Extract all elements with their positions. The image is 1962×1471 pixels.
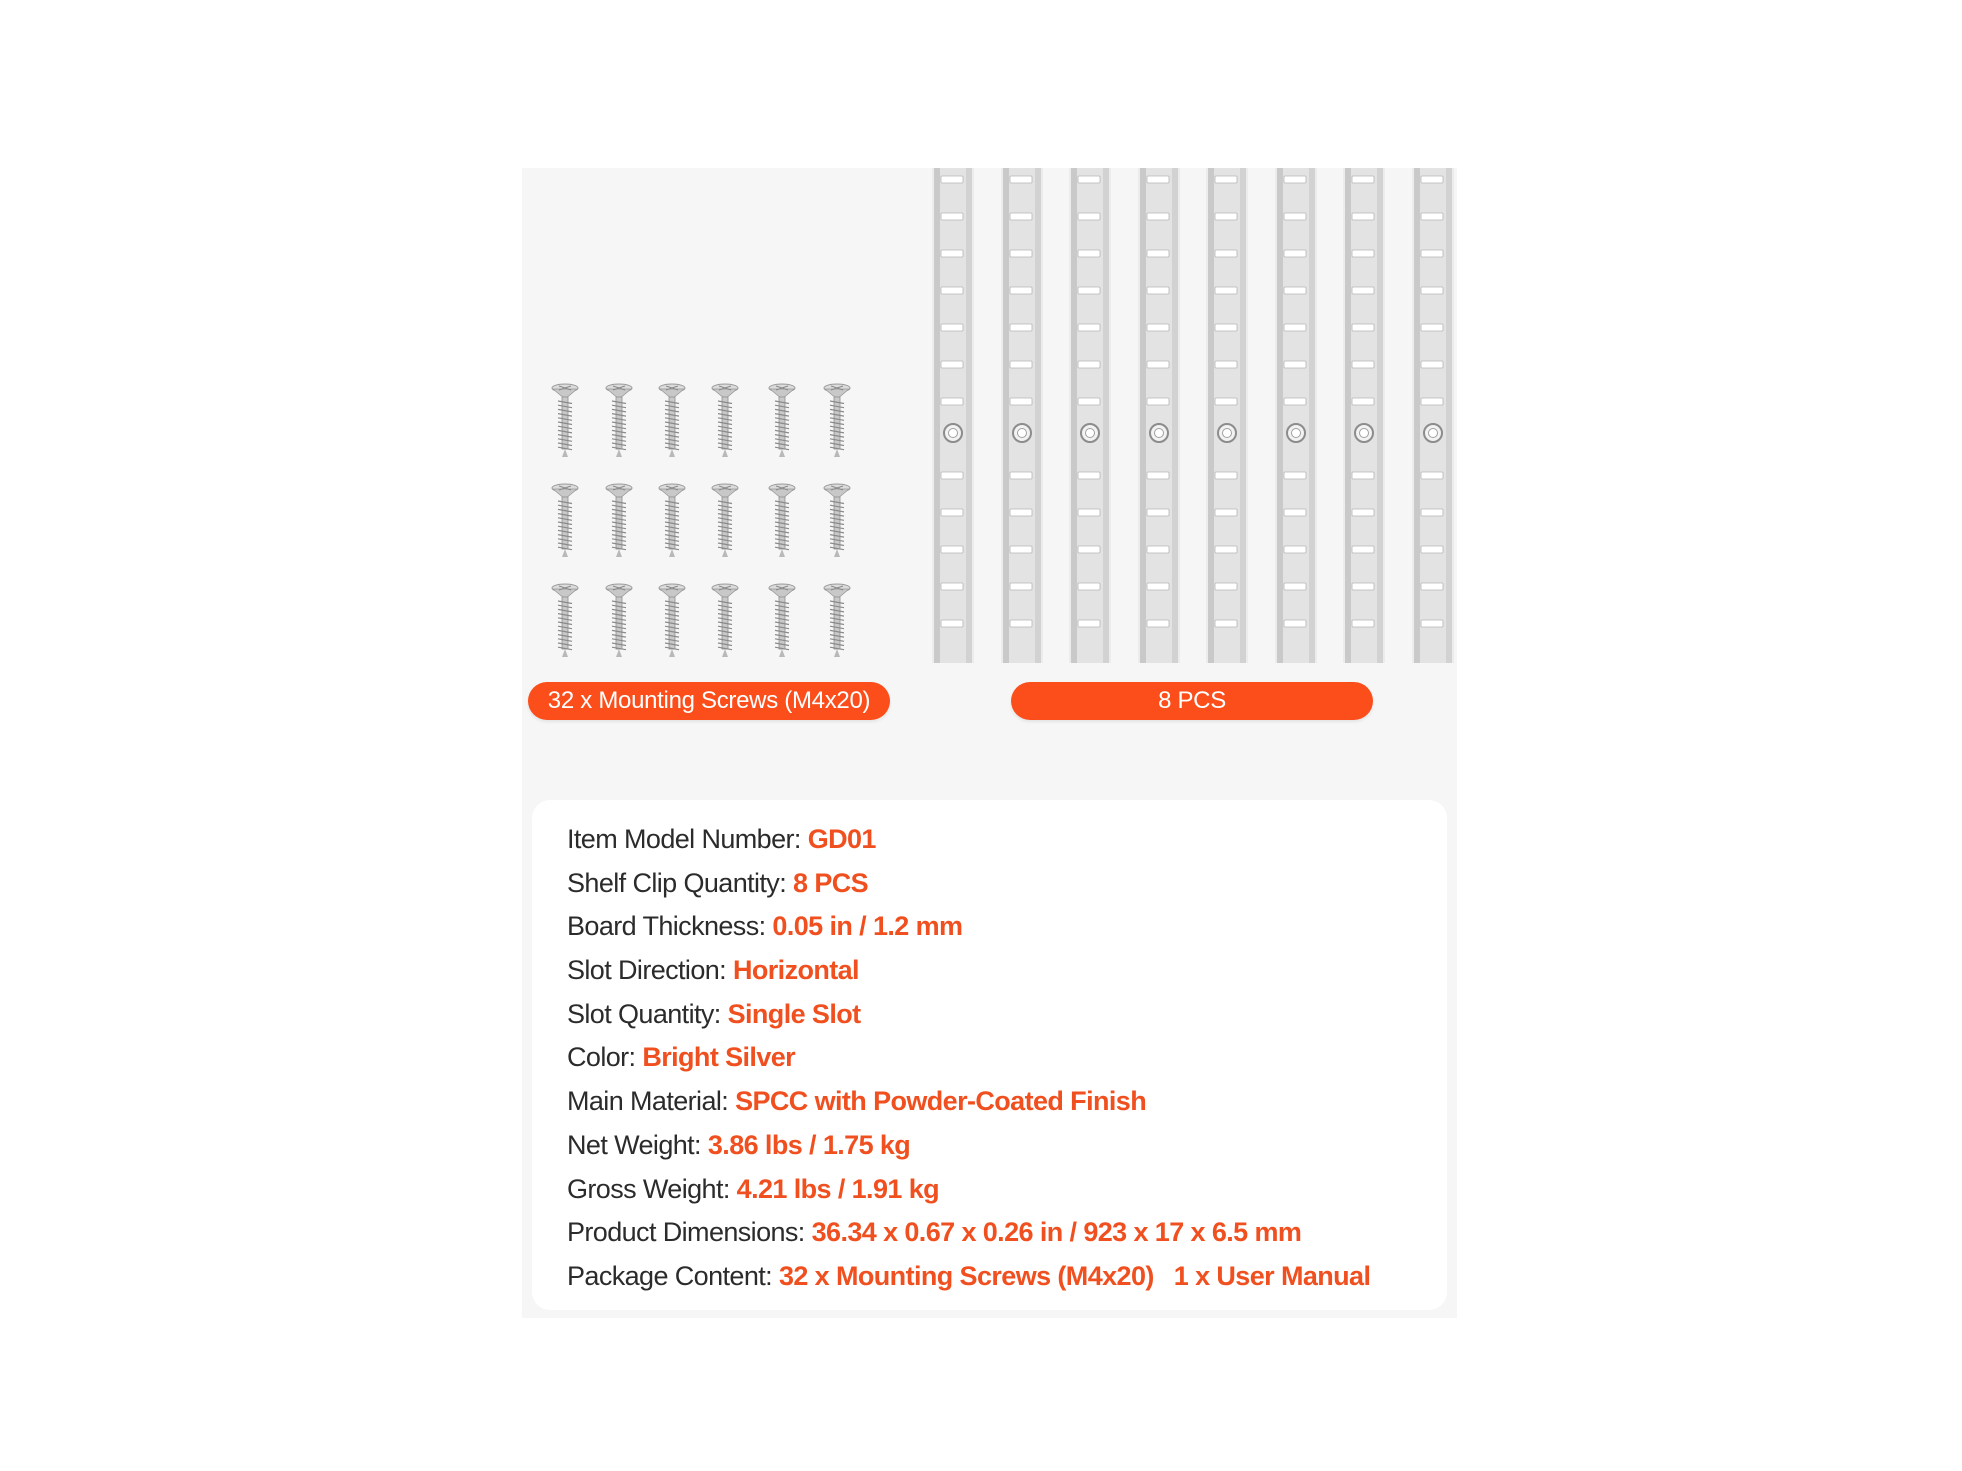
spec-row-model-number — [567, 818, 1370, 862]
product-spec-panel — [522, 168, 1457, 1318]
spec-label: Color: — [567, 1042, 643, 1073]
spec-value: 4.21 lbs / 1.91 kg — [736, 1173, 939, 1204]
screw-1 — [550, 383, 580, 459]
spec-value: SPCC with Powder-Coated Finish — [735, 1086, 1147, 1117]
screw-10 — [710, 483, 740, 559]
screw-4 — [710, 383, 740, 459]
screw-3 — [657, 383, 687, 459]
spec-row-net-weight — [567, 1124, 1370, 1168]
spec-value: Single Slot — [727, 998, 861, 1029]
screws-group — [550, 383, 890, 663]
screws-quantity-badge — [528, 682, 890, 720]
spec-value: Bright Silver — [642, 1042, 796, 1073]
screw-16 — [710, 583, 740, 659]
screw-14 — [604, 583, 634, 659]
spec-value: 3.86 lbs / 1.75 kg — [707, 1129, 911, 1160]
screw-17 — [767, 583, 797, 659]
screw-11 — [767, 483, 797, 559]
screw-13 — [550, 583, 580, 659]
screw-8 — [604, 483, 634, 559]
spec-label: Board Thickness: — [567, 911, 773, 942]
screw-9 — [657, 483, 687, 559]
spec-row-slot-quantity — [567, 993, 1370, 1037]
spec-label: Shelf Clip Quantity: — [567, 867, 794, 898]
rails-group — [932, 168, 1457, 663]
shelf-rail-1 — [932, 168, 974, 663]
product-photo — [522, 168, 1457, 798]
spec-value: 0.05 in / 1.2 mm — [772, 911, 963, 942]
spec-label: Package Content: — [567, 1260, 779, 1291]
screw-7 — [550, 483, 580, 559]
screw-6 — [822, 383, 852, 459]
screw-15 — [657, 583, 687, 659]
shelf-rail-2 — [1001, 168, 1043, 663]
shelf-rail-4 — [1138, 168, 1180, 663]
screw-2 — [604, 383, 634, 459]
spec-label: Gross Weight: — [567, 1173, 737, 1204]
shelf-rail-5 — [1206, 168, 1248, 663]
spec-row-color — [567, 1036, 1370, 1080]
spec-label: Slot Quantity: — [567, 998, 728, 1029]
spec-list — [567, 818, 1370, 1299]
spec-row-slot-direction — [567, 949, 1370, 993]
spec-value-secondary: 1 x User Manual — [1173, 1260, 1371, 1291]
spec-value: 8 PCS — [793, 867, 869, 898]
spec-label: Main Material: — [567, 1086, 736, 1117]
rails-quantity-badge — [1011, 682, 1373, 720]
spec-row-package-content — [567, 1255, 1370, 1299]
spec-row-clip-quantity — [567, 862, 1370, 906]
spec-value: GD01 — [807, 824, 876, 854]
screw-18 — [822, 583, 852, 659]
shelf-rail-3 — [1069, 168, 1111, 663]
spec-value: 32 x Mounting Screws (M4x20) — [778, 1260, 1154, 1291]
spec-label: Net Weight: — [567, 1129, 708, 1160]
shelf-rail-6 — [1275, 168, 1317, 663]
spec-row-product-dimensions — [567, 1211, 1370, 1255]
spec-row-board-thickness — [567, 905, 1370, 949]
rails-quantity-label: 8 PCS — [1158, 687, 1226, 714]
shelf-rail-7 — [1343, 168, 1385, 663]
spec-label: Slot Direction: — [567, 955, 733, 986]
spec-value: Horizontal — [732, 955, 859, 986]
screw-12 — [822, 483, 852, 559]
specifications-card — [532, 800, 1447, 1310]
spec-label: Product Dimensions: — [567, 1217, 812, 1248]
spec-row-gross-weight — [567, 1168, 1370, 1212]
screw-5 — [767, 383, 797, 459]
shelf-rail-8 — [1412, 168, 1454, 663]
screws-quantity-label: 32 x Mounting Screws (M4x20) — [547, 687, 871, 714]
spec-row-main-material — [567, 1080, 1370, 1124]
spec-value: 36.34 x 0.67 x 0.26 in / 923 x 17 x 6.5 mm — [811, 1217, 1302, 1248]
spec-label: Item Model Number: — [567, 824, 808, 854]
